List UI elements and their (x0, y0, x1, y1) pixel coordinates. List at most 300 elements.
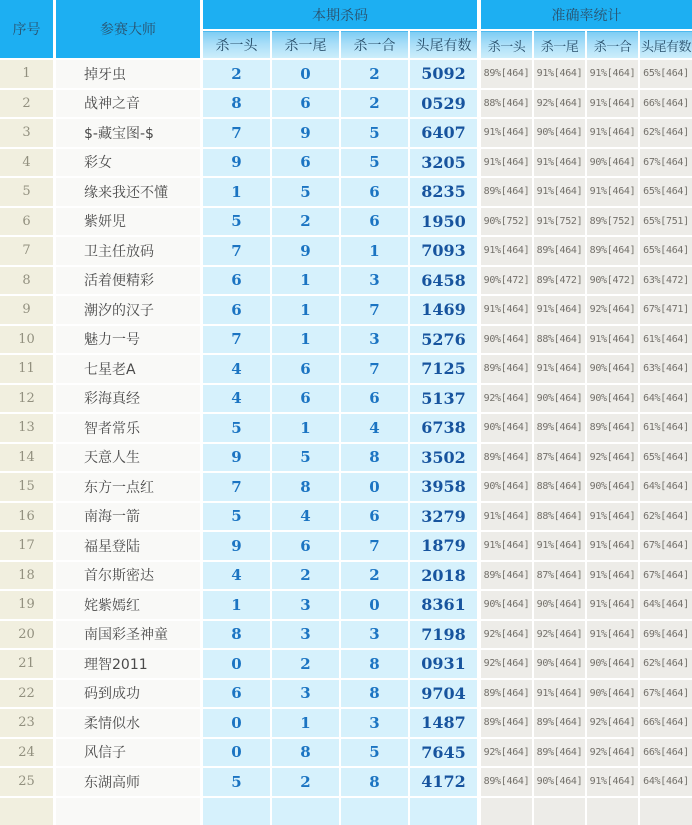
accuracy-cell: 91%[464] (481, 532, 532, 560)
accuracy-cell: 69%[464] (640, 621, 692, 649)
accuracy-cell: 63%[472] (640, 267, 692, 295)
accuracy-cell: 91%[464] (534, 178, 585, 206)
head-tail-number-cell: 3205 (410, 149, 477, 177)
kill-code-cell: 9 (272, 237, 339, 265)
accuracy-cell: 91%[464] (587, 119, 638, 147)
kill-code-cell: 0 (341, 591, 408, 619)
kill-code-cell: 2 (341, 60, 408, 88)
master-name[interactable]: 活着便精彩 (56, 267, 200, 295)
table-row (0, 473, 692, 501)
kill-code-cell: 2 (272, 208, 339, 236)
head-tail-number-cell: 3279 (410, 503, 477, 531)
kill-code-cell: 6 (341, 503, 408, 531)
master-name[interactable]: 东方一点红 (56, 473, 200, 501)
accuracy-cell: 90%[464] (534, 385, 585, 413)
accuracy-cell: 62%[464] (640, 503, 692, 531)
accuracy-subheader-cell: 杀一合 (587, 31, 638, 58)
kill-code-cell: 6 (272, 149, 339, 177)
accuracy-cell: 90%[464] (481, 473, 532, 501)
kill-code-cell: 8 (341, 768, 408, 796)
kill-code-cell: 8 (203, 90, 270, 118)
accuracy-cell: 91%[464] (481, 296, 532, 324)
accuracy-cell: 67%[464] (640, 149, 692, 177)
accuracy-cell (587, 798, 638, 825)
kill-code-cell: 8 (272, 473, 339, 501)
kill-code-cell: 3 (341, 326, 408, 354)
table-row (0, 503, 692, 531)
accuracy-cell: 90%[464] (481, 326, 532, 354)
seq-cell: 10 (0, 326, 53, 354)
accuracy-cell: 89%[464] (534, 739, 585, 767)
kill-code-cell: 6 (272, 90, 339, 118)
accuracy-cell: 89%[464] (481, 444, 532, 472)
kill-code-cell: 1 (272, 267, 339, 295)
head-tail-number-cell: 1879 (410, 532, 477, 560)
accuracy-cell: 91%[464] (587, 621, 638, 649)
accuracy-cell: 89%[464] (534, 414, 585, 442)
master-name[interactable]: 智者常乐 (56, 414, 200, 442)
head-tail-number-cell: 6458 (410, 267, 477, 295)
table-row (0, 739, 692, 767)
kill-code-cell: 1 (203, 178, 270, 206)
accuracy-cell: 89%[464] (587, 237, 638, 265)
accuracy-cell: 91%[464] (534, 355, 585, 383)
kill-code-cell: 7 (203, 119, 270, 147)
accuracy-cell: 91%[464] (587, 90, 638, 118)
accuracy-cell: 91%[464] (587, 591, 638, 619)
kill-code-cell: 7 (203, 473, 270, 501)
col-group-kill-codes-title: 本期杀码 (203, 0, 477, 29)
accuracy-subheader-cell: 头尾有数 (640, 31, 692, 58)
accuracy-cell: 89%[464] (481, 680, 532, 708)
kill-code-cell: 4 (203, 385, 270, 413)
master-name[interactable]: 柔情似水 (56, 709, 200, 737)
col-header-seq: 序号 (0, 0, 53, 58)
head-tail-number-cell: 6407 (410, 119, 477, 147)
table-row (0, 149, 692, 177)
seq-cell (0, 798, 53, 825)
kill-code-cell: 4 (341, 414, 408, 442)
accuracy-cell: 91%[464] (587, 326, 638, 354)
accuracy-cell: 92%[464] (481, 650, 532, 678)
seq-cell: 2 (0, 90, 53, 118)
accuracy-cell: 91%[464] (481, 503, 532, 531)
seq-cell: 4 (0, 149, 53, 177)
head-tail-number-cell: 2018 (410, 562, 477, 590)
accuracy-cell: 89%[464] (481, 355, 532, 383)
accuracy-cell: 89%[464] (534, 237, 585, 265)
kill-code-cell: 5 (203, 503, 270, 531)
accuracy-cell (534, 798, 585, 825)
seq-cell: 3 (0, 119, 53, 147)
kill-code-cell: 6 (341, 178, 408, 206)
accuracy-cell: 65%[464] (640, 60, 692, 88)
seq-cell: 19 (0, 591, 53, 619)
accuracy-cell: 90%[464] (481, 414, 532, 442)
head-tail-number-cell: 8361 (410, 591, 477, 619)
table-row (0, 591, 692, 619)
accuracy-cell: 92%[464] (534, 90, 585, 118)
kill-code-cell: 9 (203, 444, 270, 472)
accuracy-cell: 65%[464] (640, 178, 692, 206)
head-tail-number-cell: 7093 (410, 237, 477, 265)
head-tail-number-cell: 0529 (410, 90, 477, 118)
kill-code-cell: 7 (341, 355, 408, 383)
kill-subheader-cell: 杀一合 (341, 31, 408, 58)
head-tail-number-cell: 5092 (410, 60, 477, 88)
kill-code-cell: 8 (272, 739, 339, 767)
accuracy-cell: 90%[464] (587, 355, 638, 383)
table-row (0, 650, 692, 678)
accuracy-cell (481, 798, 532, 825)
seq-cell: 8 (0, 267, 53, 295)
seq-cell: 9 (0, 296, 53, 324)
col-header-master: 参赛大师 (56, 0, 200, 58)
accuracy-cell: 91%[464] (534, 60, 585, 88)
accuracy-cell: 67%[464] (640, 680, 692, 708)
accuracy-cell: 67%[464] (640, 532, 692, 560)
accuracy-cell: 92%[464] (481, 385, 532, 413)
head-tail-number-cell: 5137 (410, 385, 477, 413)
kill-subheader-row (203, 31, 477, 58)
kill-code-cell: 3 (341, 621, 408, 649)
seq-cell: 11 (0, 355, 53, 383)
seq-cell: 22 (0, 680, 53, 708)
seq-cell: 12 (0, 385, 53, 413)
table-row (0, 562, 692, 590)
accuracy-cell: 90%[464] (534, 591, 585, 619)
table-row (0, 444, 692, 472)
seq-cell: 16 (0, 503, 53, 531)
master-name[interactable]: 魅力一号 (56, 326, 200, 354)
master-name[interactable]: 战神之音 (56, 90, 200, 118)
kill-code-cell (341, 798, 408, 825)
kill-code-cell: 5 (203, 768, 270, 796)
accuracy-cell: 88%[464] (534, 473, 585, 501)
accuracy-cell: 91%[464] (481, 119, 532, 147)
table-row (0, 267, 692, 295)
table-row (0, 119, 692, 147)
accuracy-cell: 64%[464] (640, 768, 692, 796)
accuracy-cell: 91%[464] (534, 149, 585, 177)
master-name[interactable]: 福星登陆 (56, 532, 200, 560)
accuracy-cell: 62%[464] (640, 119, 692, 147)
kill-code-cell: 0 (203, 739, 270, 767)
head-tail-number-cell: 1487 (410, 709, 477, 737)
master-name[interactable]: 掉牙虫 (56, 60, 200, 88)
seq-cell: 5 (0, 178, 53, 206)
accuracy-cell: 92%[464] (534, 621, 585, 649)
accuracy-cell: 66%[464] (640, 739, 692, 767)
master-name[interactable]: 彩女 (56, 149, 200, 177)
kill-code-cell: 6 (272, 355, 339, 383)
accuracy-cell: 64%[464] (640, 591, 692, 619)
seq-cell: 1 (0, 60, 53, 88)
kill-code-cell: 6 (203, 680, 270, 708)
accuracy-cell: 90%[464] (587, 473, 638, 501)
accuracy-cell: 91%[464] (587, 768, 638, 796)
col-group-kill-codes (203, 0, 477, 58)
accuracy-cell: 91%[464] (587, 532, 638, 560)
table-row (0, 385, 692, 413)
accuracy-cell: 91%[464] (481, 149, 532, 177)
accuracy-cell: 62%[464] (640, 650, 692, 678)
table-row (0, 237, 692, 265)
table-row (0, 355, 692, 383)
accuracy-subheader-cell: 杀一头 (481, 31, 532, 58)
table-row (0, 90, 692, 118)
accuracy-cell: 89%[464] (534, 709, 585, 737)
master-name[interactable]: 理智2011 (56, 650, 200, 678)
accuracy-cell: 90%[464] (534, 768, 585, 796)
kill-code-cell: 1 (272, 709, 339, 737)
head-tail-number-cell: 4172 (410, 768, 477, 796)
accuracy-cell: 66%[464] (640, 709, 692, 737)
table-row (0, 621, 692, 649)
accuracy-cell: 91%[464] (587, 503, 638, 531)
table-header (0, 0, 692, 58)
kill-code-cell: 9 (203, 532, 270, 560)
accuracy-cell: 90%[464] (587, 385, 638, 413)
kill-code-cell: 4 (203, 562, 270, 590)
master-name[interactable]: 南海一箭 (56, 503, 200, 531)
accuracy-cell: 90%[472] (481, 267, 532, 295)
kill-code-cell: 8 (341, 650, 408, 678)
accuracy-cell: 89%[752] (587, 208, 638, 236)
accuracy-cell: 89%[472] (534, 267, 585, 295)
kill-code-cell: 1 (341, 237, 408, 265)
kill-code-cell: 5 (203, 414, 270, 442)
master-name[interactable]: 卫主任放码 (56, 237, 200, 265)
kill-code-cell: 3 (341, 267, 408, 295)
head-tail-number-cell: 1469 (410, 296, 477, 324)
head-tail-number-cell: 5276 (410, 326, 477, 354)
accuracy-cell: 90%[464] (534, 119, 585, 147)
accuracy-cell: 89%[464] (481, 768, 532, 796)
kill-code-cell: 5 (203, 208, 270, 236)
table-row (0, 178, 692, 206)
table-row (0, 680, 692, 708)
master-name[interactable]: 姹紫嫣红 (56, 591, 200, 619)
kill-code-cell: 1 (272, 414, 339, 442)
kill-code-cell: 0 (341, 473, 408, 501)
accuracy-cell: 65%[751] (640, 208, 692, 236)
kill-subheader-cell: 头尾有数 (410, 31, 477, 58)
kill-code-cell: 1 (272, 326, 339, 354)
kill-code-cell: 6 (203, 267, 270, 295)
seq-cell: 18 (0, 562, 53, 590)
accuracy-cell (640, 798, 692, 825)
accuracy-cell: 90%[464] (587, 680, 638, 708)
accuracy-cell: 61%[464] (640, 414, 692, 442)
kill-code-cell: 5 (272, 444, 339, 472)
col-group-accuracy-title: 准确率统计 (481, 0, 692, 29)
master-name[interactable]: 缘来我还不懂 (56, 178, 200, 206)
accuracy-cell: 89%[464] (481, 562, 532, 590)
accuracy-cell: 67%[464] (640, 562, 692, 590)
kill-code-cell: 6 (341, 385, 408, 413)
accuracy-cell: 88%[464] (534, 503, 585, 531)
table-row (0, 60, 692, 88)
accuracy-cell: 61%[464] (640, 326, 692, 354)
kill-code-cell: 5 (341, 739, 408, 767)
accuracy-cell: 89%[464] (481, 178, 532, 206)
accuracy-cell: 89%[464] (587, 414, 638, 442)
accuracy-cell: 90%[472] (587, 267, 638, 295)
table-body (0, 60, 692, 825)
accuracy-cell: 87%[464] (534, 444, 585, 472)
kill-code-cell: 2 (341, 90, 408, 118)
head-tail-number-cell: 7645 (410, 739, 477, 767)
kill-code-cell: 3 (341, 709, 408, 737)
kill-code-cell: 4 (203, 355, 270, 383)
accuracy-cell: 90%[752] (481, 208, 532, 236)
kill-code-cell: 0 (203, 709, 270, 737)
accuracy-cell: 91%[464] (481, 237, 532, 265)
accuracy-cell: 91%[464] (587, 178, 638, 206)
head-tail-number-cell: 3502 (410, 444, 477, 472)
master-name[interactable]: 码到成功 (56, 680, 200, 708)
table-row (0, 532, 692, 560)
kill-code-cell: 7 (203, 326, 270, 354)
kill-code-cell: 3 (272, 591, 339, 619)
col-group-accuracy (481, 0, 692, 58)
kill-code-cell: 2 (272, 562, 339, 590)
accuracy-cell: 92%[464] (587, 739, 638, 767)
table-row (0, 208, 692, 236)
seq-cell: 6 (0, 208, 53, 236)
head-tail-number-cell: 0931 (410, 650, 477, 678)
kill-code-cell: 8 (341, 444, 408, 472)
master-name (56, 798, 200, 825)
kill-code-cell: 7 (341, 296, 408, 324)
accuracy-cell: 65%[464] (640, 444, 692, 472)
seq-cell: 14 (0, 444, 53, 472)
kill-code-cell: 8 (203, 621, 270, 649)
kill-code-cell: 9 (203, 149, 270, 177)
master-name[interactable]: 风信子 (56, 739, 200, 767)
kill-code-cell: 1 (203, 591, 270, 619)
table-row (0, 296, 692, 324)
kill-code-cell: 3 (272, 680, 339, 708)
seq-cell: 20 (0, 621, 53, 649)
accuracy-cell: 90%[464] (587, 149, 638, 177)
kill-code-cell: 6 (272, 385, 339, 413)
master-name[interactable]: 天意人生 (56, 444, 200, 472)
accuracy-cell: 88%[464] (534, 326, 585, 354)
head-tail-number-cell: 8235 (410, 178, 477, 206)
master-name[interactable]: 南国彩圣神童 (56, 621, 200, 649)
seq-cell: 15 (0, 473, 53, 501)
kill-code-cell: 2 (203, 60, 270, 88)
kill-code-cell: 3 (272, 621, 339, 649)
master-name[interactable]: 首尔斯密达 (56, 562, 200, 590)
kill-subheader-cell: 杀一尾 (272, 31, 339, 58)
kill-code-cell: 8 (341, 680, 408, 708)
head-tail-number-cell: 6738 (410, 414, 477, 442)
master-name[interactable]: 紫妍児 (56, 208, 200, 236)
accuracy-cell: 92%[464] (481, 739, 532, 767)
accuracy-cell: 65%[464] (640, 237, 692, 265)
accuracy-cell: 91%[464] (587, 562, 638, 590)
kill-code-cell: 6 (272, 532, 339, 560)
kill-code-cell: 7 (341, 532, 408, 560)
kill-code-cell: 4 (272, 503, 339, 531)
accuracy-cell: 91%[752] (534, 208, 585, 236)
kill-code-cell: 9 (272, 119, 339, 147)
seq-cell: 13 (0, 414, 53, 442)
kill-code-cell: 6 (203, 296, 270, 324)
accuracy-cell: 87%[464] (534, 562, 585, 590)
master-name[interactable]: 彩海真经 (56, 385, 200, 413)
kill-subheader-cell: 杀一头 (203, 31, 270, 58)
table-row (0, 414, 692, 442)
head-tail-number-cell: 7198 (410, 621, 477, 649)
accuracy-cell: 91%[464] (534, 532, 585, 560)
head-tail-number-cell: 9704 (410, 680, 477, 708)
accuracy-subheader-cell: 杀一尾 (534, 31, 585, 58)
accuracy-cell: 91%[464] (534, 296, 585, 324)
kill-code-cell (203, 798, 270, 825)
seq-cell: 25 (0, 768, 53, 796)
seq-cell: 24 (0, 739, 53, 767)
kill-code-cell: 2 (272, 768, 339, 796)
accuracy-cell: 92%[464] (587, 444, 638, 472)
table-row (0, 709, 692, 737)
kill-code-cell (410, 798, 477, 825)
seq-cell: 17 (0, 532, 53, 560)
head-tail-number-cell: 1950 (410, 208, 477, 236)
accuracy-cell: 64%[464] (640, 473, 692, 501)
table-row (0, 768, 692, 796)
kill-code-cell: 5 (341, 119, 408, 147)
seq-cell: 21 (0, 650, 53, 678)
accuracy-cell: 88%[464] (481, 90, 532, 118)
accuracy-cell: 90%[464] (481, 591, 532, 619)
accuracy-cell: 63%[464] (640, 355, 692, 383)
master-name[interactable]: 潮汐的汉子 (56, 296, 200, 324)
seq-cell: 7 (0, 237, 53, 265)
kill-code-cell: 1 (272, 296, 339, 324)
accuracy-cell: 66%[464] (640, 90, 692, 118)
accuracy-cell: 90%[464] (587, 650, 638, 678)
kill-code-cell: 6 (341, 208, 408, 236)
accuracy-cell: 91%[464] (534, 680, 585, 708)
table-row-partial (0, 798, 692, 825)
kill-code-cell (272, 798, 339, 825)
kill-code-cell: 5 (272, 178, 339, 206)
accuracy-cell: 92%[464] (587, 709, 638, 737)
seq-cell: 23 (0, 709, 53, 737)
accuracy-subheader-row (481, 31, 692, 58)
accuracy-cell: 89%[464] (481, 60, 532, 88)
kill-code-cell: 2 (272, 650, 339, 678)
head-tail-number-cell: 7125 (410, 355, 477, 383)
accuracy-cell: 92%[464] (481, 621, 532, 649)
kill-code-cell: 7 (203, 237, 270, 265)
kill-code-cell: 0 (272, 60, 339, 88)
accuracy-cell: 90%[464] (534, 650, 585, 678)
accuracy-cell: 91%[464] (587, 60, 638, 88)
master-name[interactable]: 七星老A (56, 355, 200, 383)
accuracy-cell: 92%[464] (587, 296, 638, 324)
accuracy-cell: 67%[471] (640, 296, 692, 324)
master-name[interactable]: 东湖高师 (56, 768, 200, 796)
master-name[interactable]: $-藏宝图-$ (56, 119, 200, 147)
head-tail-number-cell: 3958 (410, 473, 477, 501)
kill-code-cell: 0 (203, 650, 270, 678)
accuracy-cell: 89%[464] (481, 709, 532, 737)
